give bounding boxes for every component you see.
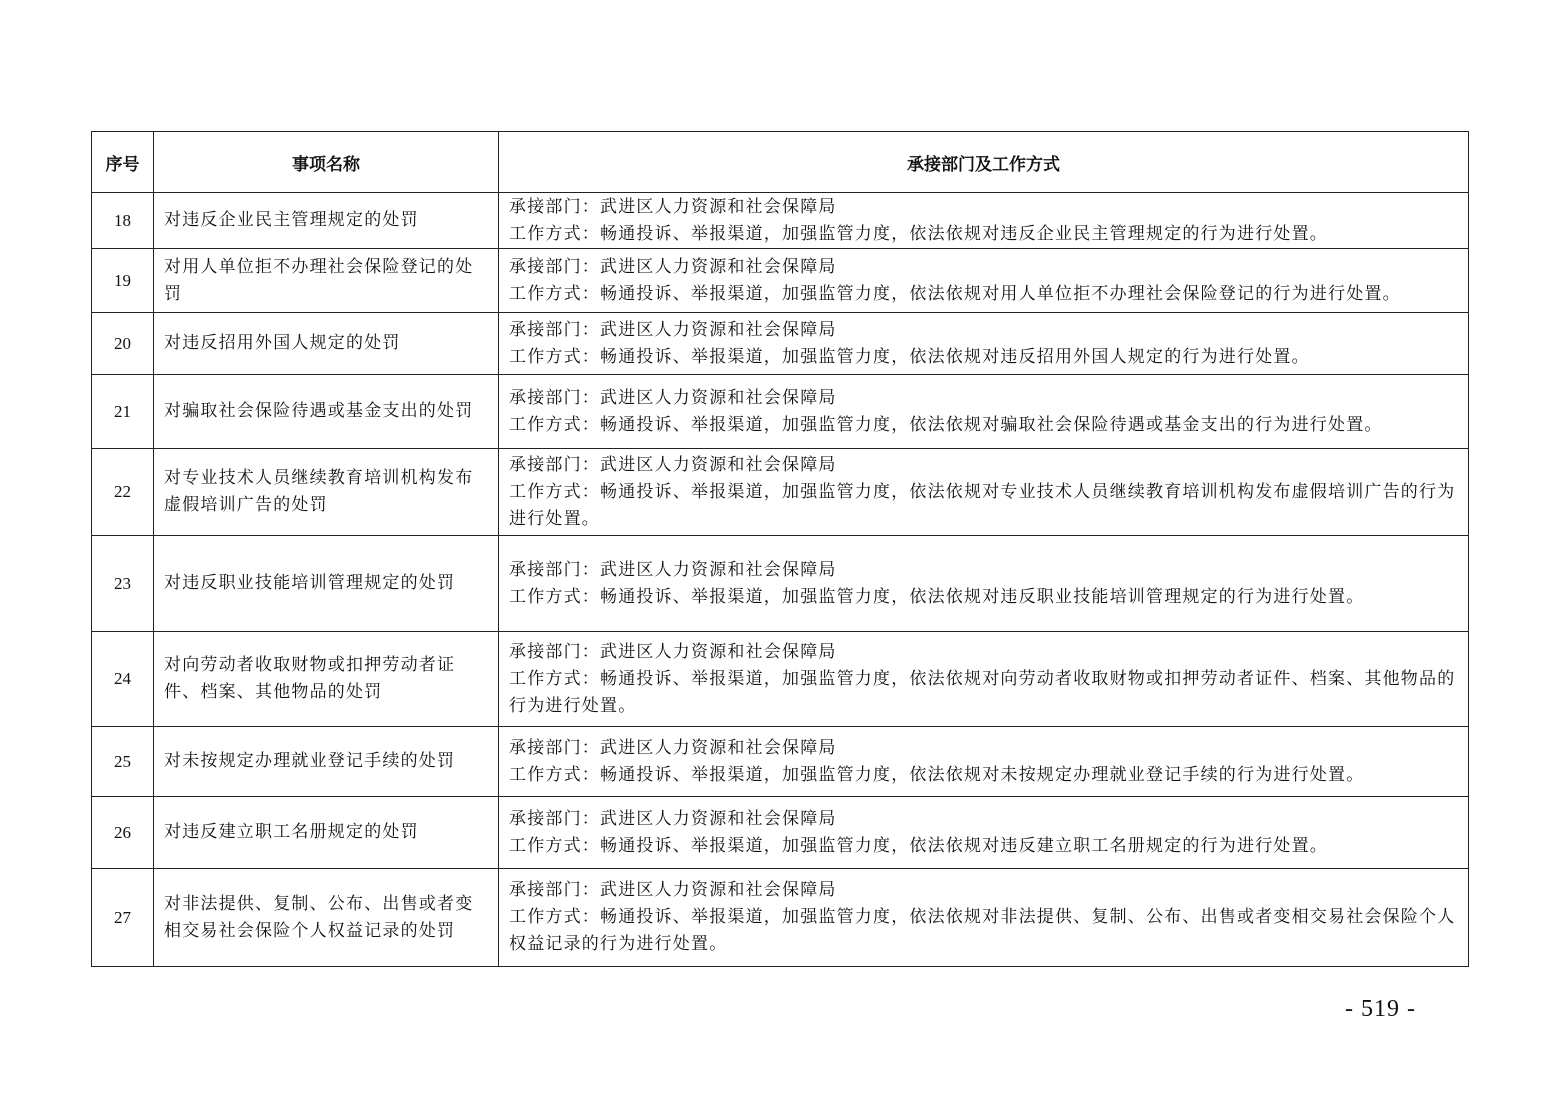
table-row [92, 536, 1469, 632]
row-method-line: 工作方式：畅通投诉、举报渠道，加强监管力度，依法依规对未按规定办理就业登记手续的行为进行处置。 [509, 764, 1365, 785]
table-row [92, 797, 1469, 869]
row-department-line: 承接部门：武进区人力资源和社会保障局 [509, 319, 837, 340]
row-serial-number: 21 [92, 375, 154, 449]
row-method-line: 工作方式：畅通投诉、举报渠道，加强监管力度，依法依规对违反招用外国人规定的行为进行处置。 [509, 346, 1310, 367]
row-item-name: 对违反企业民主管理规定的处罚 [154, 193, 499, 249]
row-department-line: 承接部门：武进区人力资源和社会保障局 [509, 387, 837, 408]
table-row [92, 249, 1469, 313]
row-department-method [499, 193, 1469, 249]
row-serial-number: 23 [92, 536, 154, 632]
row-serial-number: 26 [92, 797, 154, 869]
row-item-name: 对用人单位拒不办理社会保险登记的处罚 [154, 249, 499, 313]
row-department-method [499, 249, 1469, 313]
row-method-line: 工作方式：畅通投诉、举报渠道，加强监管力度，依法依规对违反职业技能培训管理规定的行为进行处置。 [509, 586, 1365, 607]
row-department-line: 承接部门：武进区人力资源和社会保障局 [509, 880, 837, 900]
table-row [92, 375, 1469, 449]
row-department-method [499, 449, 1469, 536]
row-department-line: 承接部门：武进区人力资源和社会保障局 [509, 808, 837, 829]
row-department-line: 承接部门：武进区人力资源和社会保障局 [509, 559, 837, 580]
row-item-name: 对专业技术人员继续教育培训机构发布虚假培训广告的处罚 [154, 449, 499, 536]
row-item-name: 对未按规定办理就业登记手续的处罚 [154, 727, 499, 797]
row-method-line: 工作方式：畅通投诉、举报渠道，加强监管力度，依法依规对专业技术人员继续教育培训机构发布虚假培训广告的行为进行处置。 [509, 481, 1456, 529]
table-row [92, 727, 1469, 797]
row-department-method [499, 869, 1469, 967]
table-header-row [92, 132, 1469, 193]
row-item-name: 对违反职业技能培训管理规定的处罚 [154, 536, 499, 632]
table-row [92, 869, 1469, 967]
row-item-name: 对违反招用外国人规定的处罚 [154, 313, 499, 375]
row-serial-number: 20 [92, 313, 154, 375]
row-department-method [499, 632, 1469, 727]
row-method-line: 工作方式：畅通投诉、举报渠道，加强监管力度，依法依规对骗取社会保险待遇或基金支出的行为进行处置。 [509, 414, 1383, 435]
header-item-name: 事项名称 [154, 132, 499, 193]
page-number: - 519 - [1345, 996, 1416, 1022]
table-row [92, 632, 1469, 727]
row-item-name: 对骗取社会保险待遇或基金支出的处罚 [154, 375, 499, 449]
row-item-name: 对违反建立职工名册规定的处罚 [154, 797, 499, 869]
row-department-line: 承接部门：武进区人力资源和社会保障局 [509, 454, 837, 475]
row-item-name: 对非法提供、复制、公布、出售或者变相交易社会保险个人权益记录的处罚 [154, 869, 499, 967]
row-method-line: 工作方式：畅通投诉、举报渠道，加强监管力度，依法依规对向劳动者收取财物或扣押劳动者证件、档案、其他物品的行为进行处置。 [509, 668, 1456, 716]
row-method-line: 工作方式：畅通投诉、举报渠道，加强监管力度，依法依规对违反企业民主管理规定的行为进行处置。 [509, 223, 1328, 244]
table-row [92, 313, 1469, 375]
row-serial-number: 24 [92, 632, 154, 727]
row-department-method [499, 375, 1469, 449]
row-department-line: 承接部门：武进区人力资源和社会保障局 [509, 196, 837, 217]
row-department-method [499, 797, 1469, 869]
row-department-line: 承接部门：武进区人力资源和社会保障局 [509, 737, 837, 758]
row-department-method [499, 536, 1469, 632]
row-serial-number: 25 [92, 727, 154, 797]
row-department-line: 承接部门：武进区人力资源和社会保障局 [509, 641, 837, 662]
header-serial-number: 序号 [92, 132, 154, 193]
row-method-line: 工作方式：畅通投诉、举报渠道，加强监管力度，依法依规对非法提供、复制、公布、出售或者变相交易社会保险个人权益记录的行为进行处置。 [509, 907, 1456, 954]
table-row [92, 193, 1469, 249]
row-method-line: 工作方式：畅通投诉、举报渠道，加强监管力度，依法依规对违反建立职工名册规定的行为进行处置。 [509, 835, 1328, 856]
table-row [92, 449, 1469, 536]
row-item-name: 对向劳动者收取财物或扣押劳动者证件、档案、其他物品的处罚 [154, 632, 499, 727]
row-serial-number: 18 [92, 193, 154, 249]
row-department-method [499, 313, 1469, 375]
row-serial-number: 22 [92, 449, 154, 536]
row-method-line: 工作方式：畅通投诉、举报渠道，加强监管力度，依法依规对用人单位拒不办理社会保险登记的行为进行处置。 [509, 283, 1401, 304]
row-serial-number: 19 [92, 249, 154, 313]
row-department-method [499, 727, 1469, 797]
row-serial-number: 27 [92, 869, 154, 967]
header-department-method: 承接部门及工作方式 [499, 132, 1469, 193]
row-department-line: 承接部门：武进区人力资源和社会保障局 [509, 256, 837, 277]
items-table [91, 131, 1469, 967]
